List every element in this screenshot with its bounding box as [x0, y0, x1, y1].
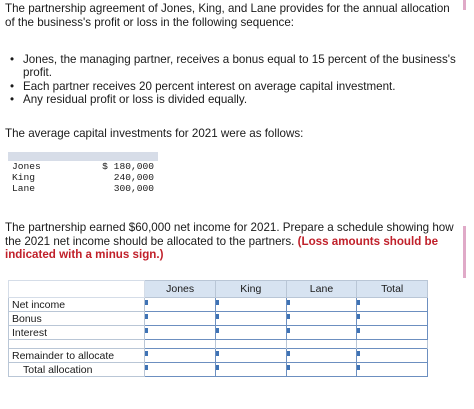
- instructions-text: [5, 221, 470, 262]
- capital-amount: 240,000: [113, 172, 154, 184]
- bonus-jones-input[interactable]: [145, 312, 216, 326]
- total-total-input[interactable]: [357, 363, 428, 377]
- row-label-net-income: Net income: [9, 298, 145, 312]
- remainder-king-input[interactable]: [215, 349, 286, 363]
- bonus-total-input[interactable]: [357, 312, 428, 326]
- rule-residual: • Any residual profit or loss is divided equally.: [10, 93, 460, 106]
- row-label-remainder: Remainder to allocate: [9, 349, 145, 363]
- problem-intro: The partnership agreement of Jones, King, and Lane provides for the annual allocation of the business's profit or loss in the following sequence:: [5, 2, 450, 30]
- table-row: [9, 363, 428, 377]
- interest-total-input[interactable]: [357, 326, 428, 340]
- header-lane: Lane: [286, 281, 357, 298]
- table-row: [9, 326, 428, 340]
- interest-lane-input[interactable]: [286, 326, 357, 340]
- header-total: Total: [357, 281, 428, 298]
- scroll-indicator: [463, 0, 466, 10]
- instructions-main: The partnership earned $60,000 net income for 2021. Prepare a schedule showing how the 2021 net income should be allocated to the partners.: [5, 221, 454, 248]
- table-row: [9, 298, 428, 312]
- avg-capital-text: The average capital investments for 2021 were as follows:: [5, 127, 304, 140]
- capital-row-lane: [8, 183, 158, 194]
- total-lane-input[interactable]: [286, 363, 357, 377]
- total-jones-input[interactable]: [145, 363, 216, 377]
- scroll-indicator: [463, 226, 466, 278]
- remainder-jones-input[interactable]: [145, 349, 216, 363]
- row-label-bonus: Bonus: [9, 312, 145, 326]
- bonus-lane-input[interactable]: [286, 312, 357, 326]
- total-king-input[interactable]: [215, 363, 286, 377]
- capital-amount: $ 180,000: [102, 161, 154, 172]
- remainder-lane-input[interactable]: [286, 349, 357, 363]
- remainder-total-input[interactable]: [357, 349, 428, 363]
- bonus-king-input[interactable]: [215, 312, 286, 326]
- capital-row-jones: [8, 161, 158, 172]
- interest-king-input[interactable]: [215, 326, 286, 340]
- capital-name: Jones: [12, 161, 41, 172]
- capital-row-king: [8, 172, 158, 183]
- net-income-jones-input[interactable]: [145, 298, 216, 312]
- net-income-king-input[interactable]: [215, 298, 286, 312]
- row-label-interest: Interest: [9, 326, 145, 340]
- header-blank: [9, 281, 145, 298]
- allocation-schedule-table: [8, 280, 428, 377]
- capital-name: King: [12, 172, 36, 184]
- interest-jones-input[interactable]: [145, 326, 216, 340]
- allocation-rules-list: [10, 53, 460, 107]
- header-king: King: [215, 281, 286, 298]
- table-row: [9, 349, 428, 363]
- capital-name: Lane: [12, 183, 36, 195]
- capital-table-header: [8, 152, 158, 161]
- row-label-total-allocation: Total allocation: [9, 363, 145, 377]
- table-row: [9, 312, 428, 326]
- net-income-lane-input[interactable]: [286, 298, 357, 312]
- header-jones: Jones: [145, 281, 216, 298]
- capital-investments-table: [8, 152, 158, 195]
- net-income-total-input[interactable]: [357, 298, 428, 312]
- instructions-note: (Loss amounts should be indicated with a minus sign.): [5, 234, 439, 262]
- rule-interest: • Each partner receives 20 percent interest on average capital investment.: [10, 80, 460, 93]
- schedule-header-row: [9, 281, 428, 298]
- table-spacer-row: [9, 340, 428, 349]
- rule-bonus: • Jones, the managing partner, receives a bonus equal to 15 percent of the business's profit.: [10, 53, 460, 80]
- capital-amount: 300,000: [113, 183, 154, 195]
